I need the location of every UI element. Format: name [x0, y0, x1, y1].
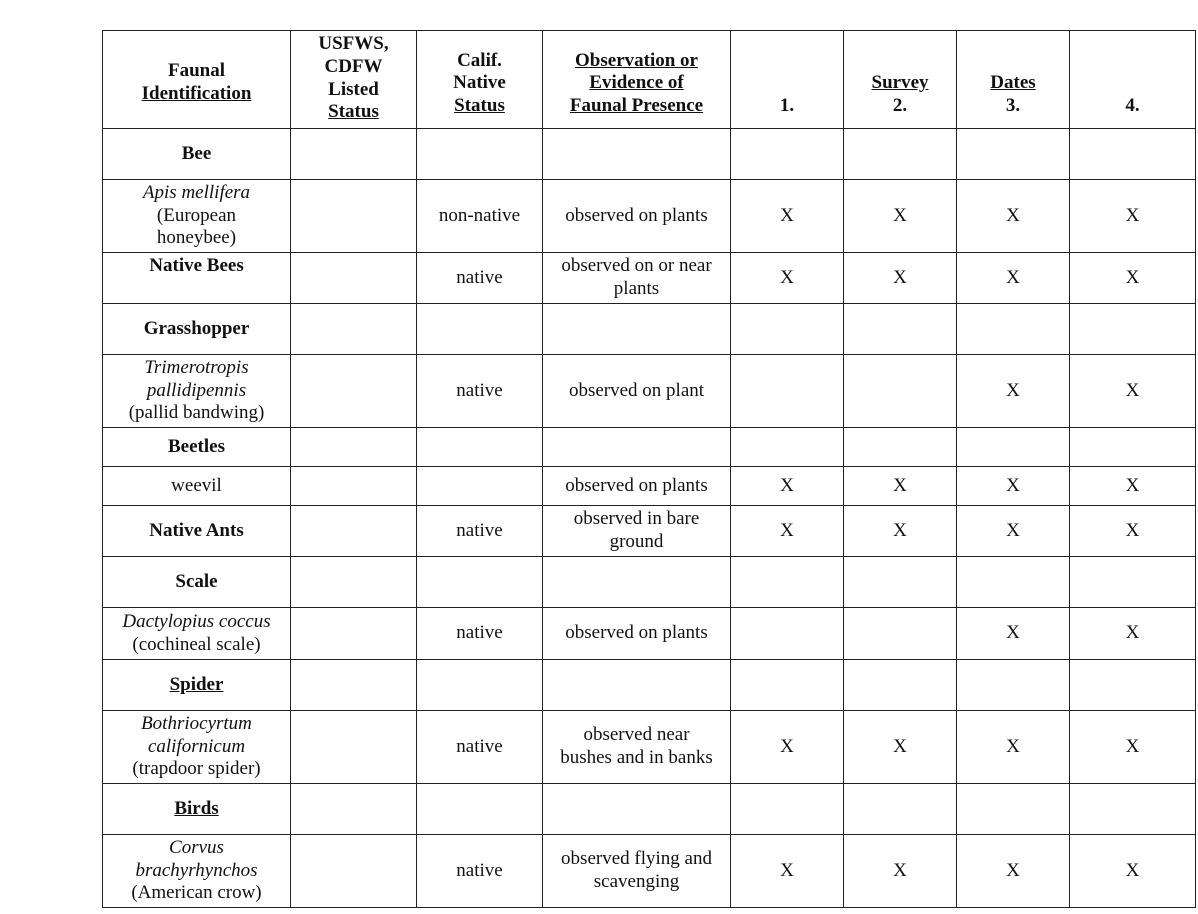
scientific-name: californicum	[147, 735, 246, 757]
observation-cell: observed on plant	[543, 355, 731, 428]
table-row	[103, 784, 1196, 835]
observation-text: observed in bare	[573, 508, 700, 530]
category-cell: Beetles	[103, 428, 291, 467]
table-row	[103, 660, 1196, 711]
date-mark: X	[957, 180, 1070, 253]
header-text: Listed	[328, 78, 379, 100]
observation-text: observed flying and	[561, 848, 712, 870]
native-status-cell: native	[417, 253, 543, 304]
species-cell	[103, 711, 291, 784]
date-mark: X	[731, 506, 844, 557]
header-text: Survey	[871, 72, 929, 94]
header-listed-status	[291, 31, 417, 129]
date-mark: X	[844, 711, 957, 784]
species-cell	[103, 355, 291, 428]
date-mark: X	[844, 180, 957, 253]
date-mark: X	[844, 506, 957, 557]
native-status-cell: native	[417, 355, 543, 428]
category-cell: Scale	[103, 557, 291, 608]
date-mark: X	[731, 711, 844, 784]
header-text: Observation or	[575, 49, 698, 71]
table-row	[103, 355, 1196, 428]
table-row	[103, 129, 1196, 180]
header-text: Dates	[990, 72, 1036, 94]
observation-cell	[543, 835, 731, 908]
species-cell	[103, 835, 291, 908]
header-text: Native	[453, 72, 506, 94]
header-text: Evidence of	[589, 72, 684, 94]
date-mark: X	[731, 467, 844, 506]
header-text: 4.	[1125, 95, 1140, 117]
observation-text: ground	[609, 531, 664, 552]
observation-text: observed on or near	[561, 255, 712, 277]
date-mark: X	[731, 253, 844, 304]
header-text: 3.	[1005, 95, 1021, 117]
header-date-2	[844, 31, 957, 129]
native-status-cell: non-native	[417, 180, 543, 253]
date-mark: X	[957, 506, 1070, 557]
category-cell: Native Ants	[103, 506, 291, 557]
header-text: 1.	[779, 95, 795, 117]
scientific-name: Corvus	[169, 836, 224, 858]
observation-cell: observed on plants	[543, 180, 731, 253]
native-status-cell: native	[417, 608, 543, 660]
common-name: (cochineal scale)	[132, 633, 261, 655]
scientific-name: Dactylopius coccus	[122, 610, 271, 632]
table-row	[103, 304, 1196, 355]
category-label: Birds	[174, 797, 219, 819]
category-cell	[103, 784, 291, 835]
date-mark: X	[1070, 355, 1196, 428]
observation-cell: observed on plants	[543, 608, 731, 660]
scientific-name: Trimerotropis	[144, 356, 249, 378]
header-text: Status	[454, 95, 505, 117]
table-row	[103, 608, 1196, 660]
species-cell: weevil	[103, 467, 291, 506]
date-mark: X	[1070, 711, 1196, 784]
species-cell	[103, 608, 291, 660]
scientific-name: brachyrhynchos	[135, 859, 258, 881]
common-name: (trapdoor spider)	[132, 758, 261, 780]
table-row	[103, 180, 1196, 253]
native-status-cell: native	[417, 506, 543, 557]
common-name: (pallid bandwing)	[128, 402, 265, 424]
date-mark: X	[731, 835, 844, 908]
category-cell: Grasshopper	[103, 304, 291, 355]
scientific-name: pallidipennis	[146, 379, 247, 401]
observation-cell: observed on plants	[543, 467, 731, 506]
date-mark: X	[1070, 506, 1196, 557]
observation-cell	[543, 253, 731, 304]
species-cell	[103, 180, 291, 253]
date-mark: X	[957, 835, 1070, 908]
header-text: CDFW	[324, 55, 383, 77]
header-row	[103, 31, 1196, 129]
header-date-4	[1070, 31, 1196, 129]
date-mark: X	[1070, 467, 1196, 506]
category-cell	[103, 660, 291, 711]
header-native-status	[417, 31, 543, 129]
date-mark: X	[957, 253, 1070, 304]
scientific-name: Bothriocyrtum	[141, 712, 252, 734]
observation-cell	[543, 711, 731, 784]
category-cell: Native Bees	[103, 253, 291, 304]
table-row	[103, 428, 1196, 467]
native-status-cell: native	[417, 835, 543, 908]
header-text: Identification	[141, 83, 252, 105]
table-row	[103, 506, 1196, 557]
header-text: Status	[328, 101, 379, 123]
header-observation	[543, 31, 731, 129]
common-name: honeybee)	[156, 227, 237, 249]
category-cell: Bee	[103, 129, 291, 180]
observation-text: plants	[613, 278, 660, 299]
header-text: USFWS,	[318, 33, 389, 54]
date-mark: X	[957, 711, 1070, 784]
date-mark: X	[1070, 253, 1196, 304]
date-mark: X	[731, 180, 844, 253]
date-mark: X	[844, 835, 957, 908]
observation-text: scavenging	[593, 871, 680, 892]
table-row	[103, 467, 1196, 506]
date-mark: X	[957, 467, 1070, 506]
header-text: Faunal	[167, 60, 226, 82]
observation-text: observed near	[583, 724, 690, 746]
header-date-1	[731, 31, 844, 129]
common-name: (American crow)	[131, 882, 262, 904]
scientific-name: Apis mellifera	[142, 181, 251, 203]
date-mark: X	[844, 467, 957, 506]
header-faunal-identification	[103, 31, 291, 129]
date-mark: X	[957, 608, 1070, 660]
table-row	[103, 835, 1196, 908]
header-date-3	[957, 31, 1070, 129]
date-mark: X	[1070, 608, 1196, 660]
table-row	[103, 253, 1196, 304]
category-label: Spider	[169, 673, 224, 695]
date-mark: X	[844, 253, 957, 304]
date-mark: X	[957, 355, 1070, 428]
date-mark: X	[1070, 835, 1196, 908]
table-row	[103, 711, 1196, 784]
header-text: Faunal Presence	[569, 95, 704, 117]
faunal-table	[102, 30, 1196, 908]
header-text: Calif.	[457, 49, 502, 71]
date-mark: X	[1070, 180, 1196, 253]
observation-text: bushes and in banks	[560, 747, 713, 768]
common-name: (European	[156, 204, 237, 226]
observation-cell	[543, 506, 731, 557]
header-text: 2.	[892, 95, 908, 117]
table-row	[103, 557, 1196, 608]
native-status-cell: native	[417, 711, 543, 784]
